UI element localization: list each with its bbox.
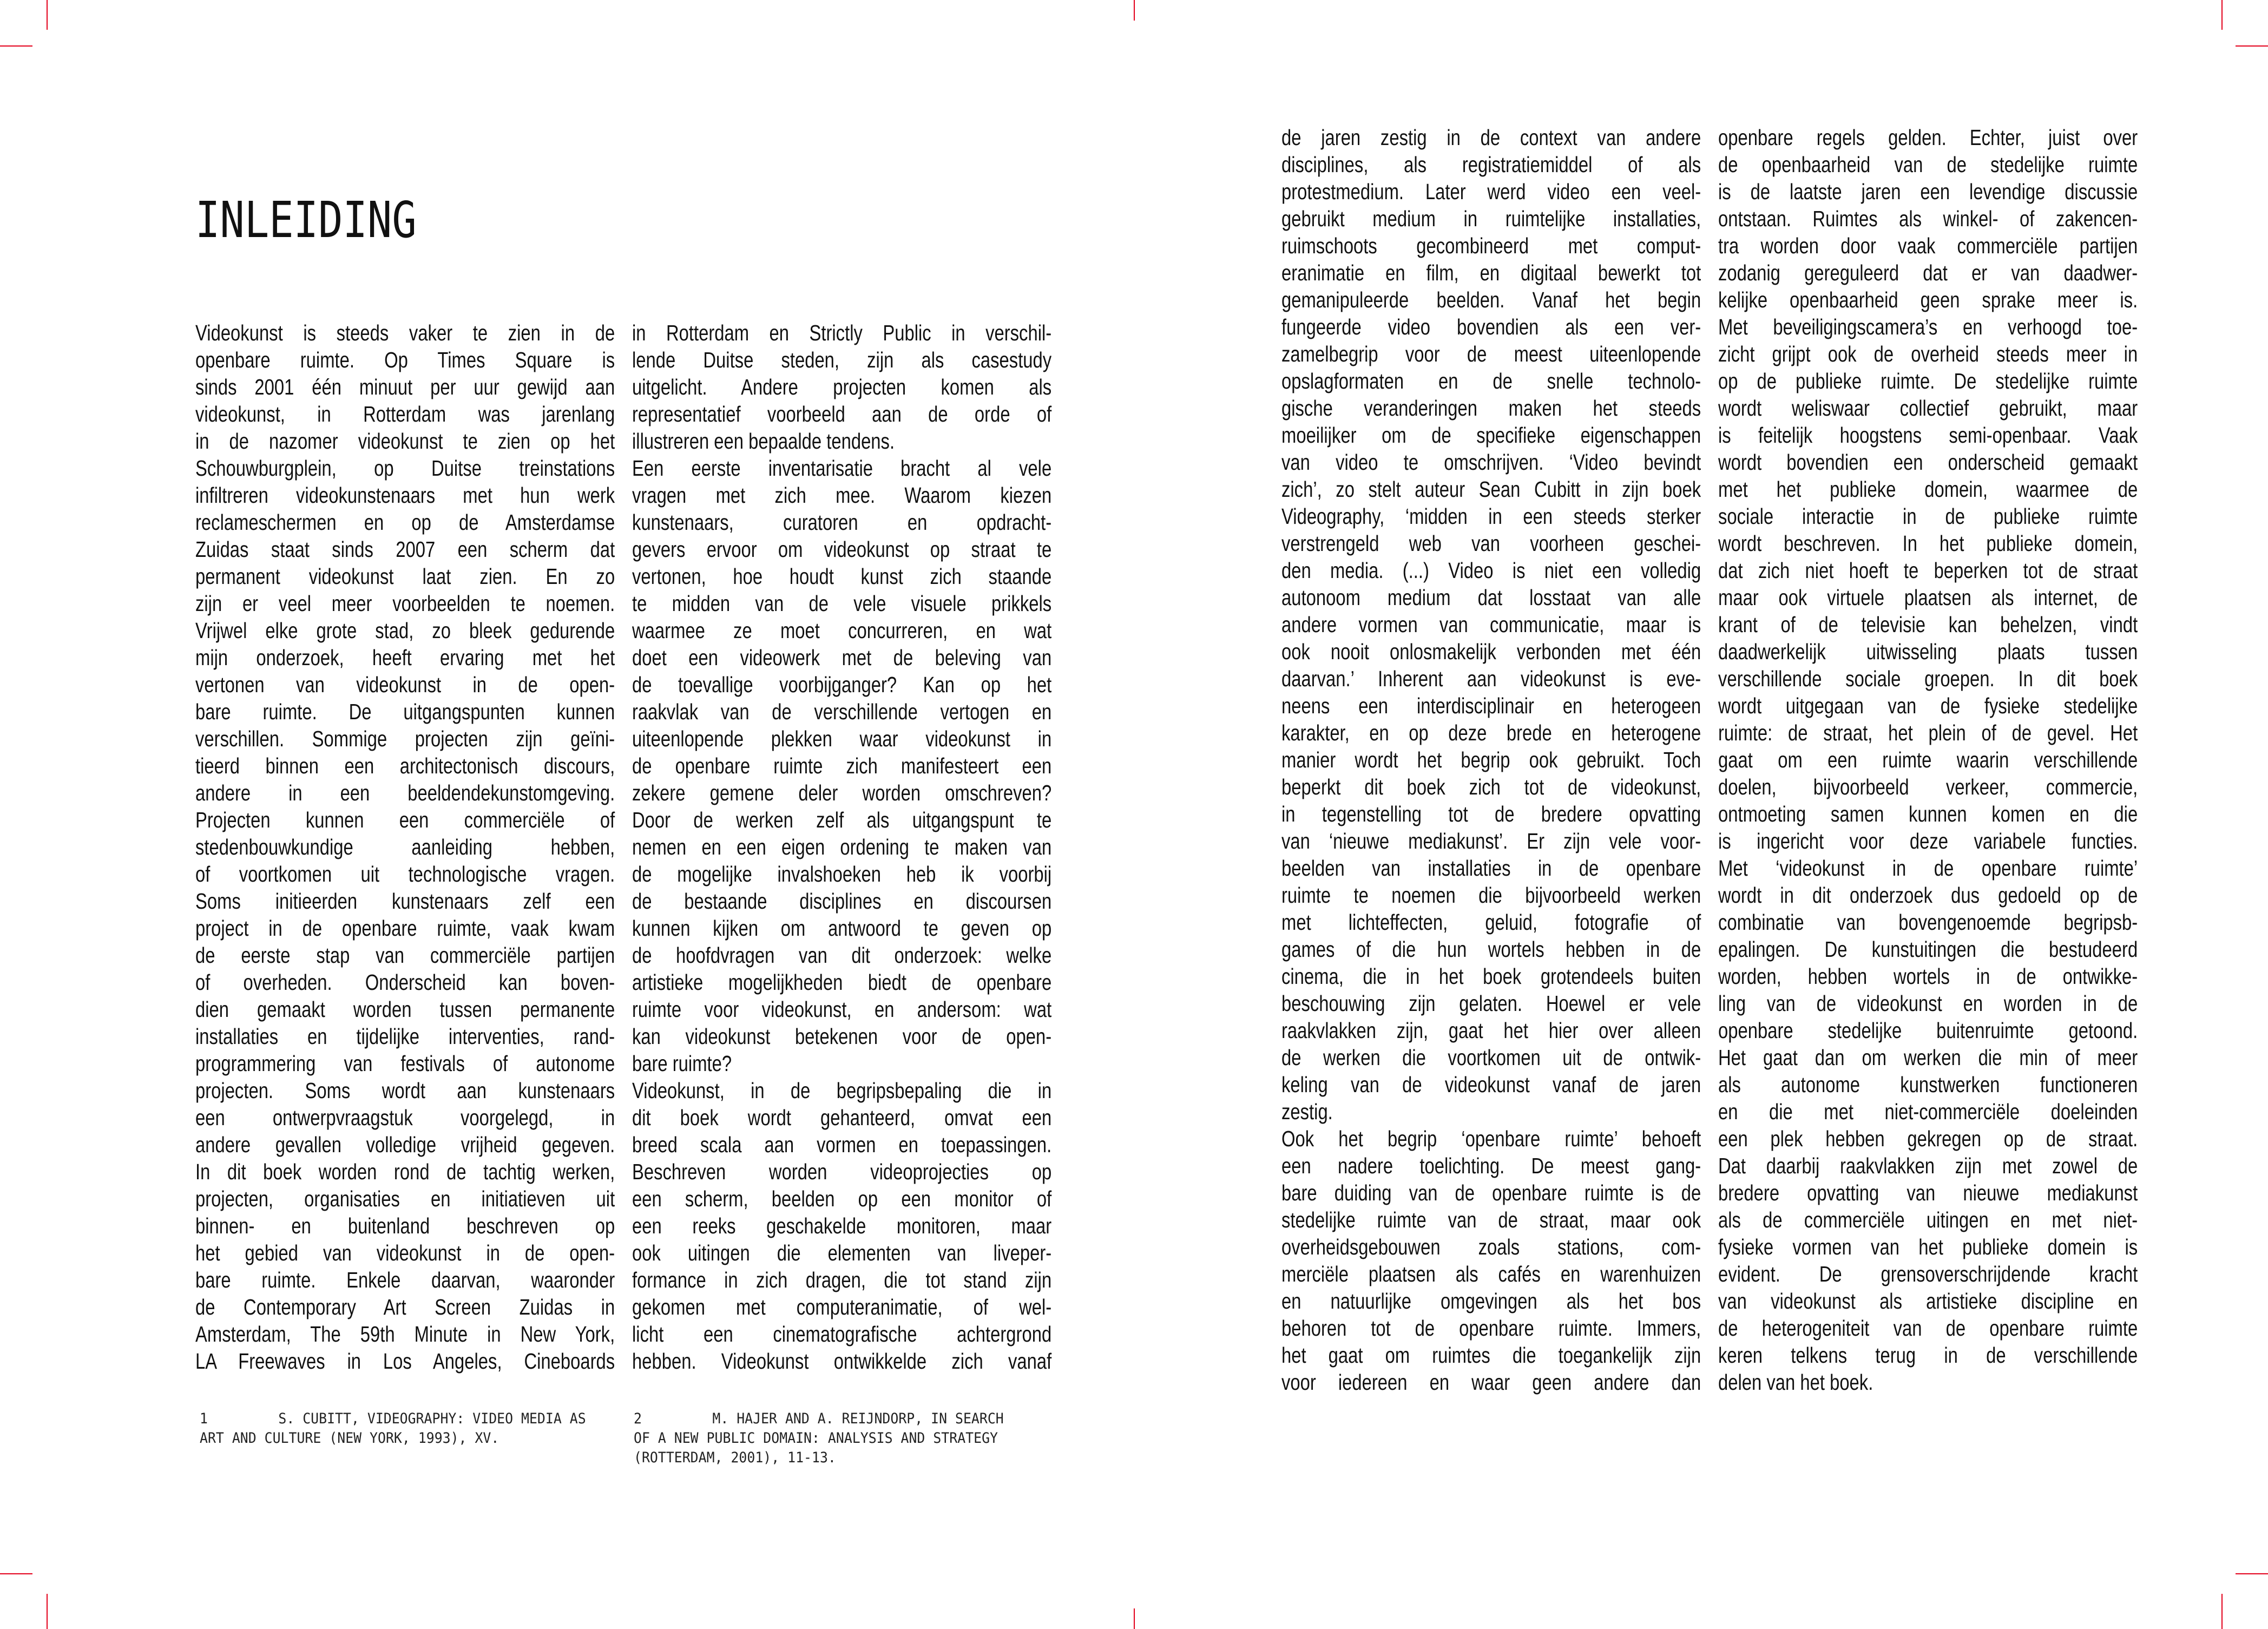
- text-line: de heterogeniteit van de openbare ruimte: [1718, 1316, 2138, 1341]
- footnote-1: [200, 1409, 586, 1448]
- text-line: de openbaarheid van de stedelijke ruimte: [1718, 152, 2138, 177]
- text-line: krant of de televisie kan behelzen, vindt: [1718, 612, 2138, 637]
- text-line: kunnen kijken om antwoord te geven op: [632, 916, 1052, 941]
- text-line: breed scala aan vormen en toepassingen.: [632, 1132, 1052, 1157]
- text-line: kelijke openbaarheid geen sprake meer is.: [1718, 287, 2138, 312]
- text-line: als de commerciële uitingen en met niet-: [1718, 1207, 2138, 1232]
- text-line: de bestaande disciplines en discoursen: [632, 889, 1052, 914]
- text-line: andere vormen van communicatie, maar is: [1281, 612, 1701, 637]
- crop-mark: [0, 1573, 32, 1574]
- text-line: projecten. Soms wordt aan kunstenaars: [195, 1078, 615, 1103]
- text-line: lende Duitse steden, zijn als casestudy: [632, 347, 1052, 372]
- text-line: neens een interdisciplinair en heterogeen: [1281, 693, 1701, 718]
- text-line: zamelbegrip voor de meest uiteenlopende: [1281, 341, 1701, 366]
- crop-mark: [2236, 1573, 2268, 1574]
- text-line: Projecten kunnen een commerciële of: [195, 807, 615, 832]
- text-line: autonoom medium dat losstaat van alle: [1281, 585, 1701, 610]
- text-line: representatief voorbeeld aan de orde of: [632, 402, 1052, 426]
- text-line: raakvlak van de verschillende vertogen en: [632, 699, 1052, 724]
- text-line: dien gemaakt worden tussen permanente: [195, 997, 615, 1022]
- text-line: fysieke vormen van het publieke domein is: [1718, 1234, 2138, 1259]
- text-line: in tegenstelling tot de bredere opvatting: [1281, 802, 1701, 826]
- text-line: de werken die voortkomen uit de ontwik-: [1281, 1045, 1701, 1070]
- text-line: bredere opvatting van nieuwe mediakunst: [1718, 1180, 2138, 1205]
- text-line: keling van de videokunst vanaf de jaren: [1281, 1072, 1701, 1097]
- chapter-title: INLEIDING: [195, 191, 417, 249]
- crop-mark: [47, 0, 48, 30]
- text-line: met het publieke domein, waarmee de: [1718, 477, 2138, 502]
- footnote-number: 2: [634, 1410, 642, 1427]
- text-line: daadwerkelijk uitwisseling plaats tussen: [1718, 639, 2138, 664]
- text-line: een ontwerpvraagstuk voorgelegd, in: [195, 1105, 615, 1130]
- text-line: vragen met zich mee. Waarom kiezen: [632, 483, 1052, 508]
- text-line: vertonen, hoe houdt kunst zich staande: [632, 564, 1052, 589]
- text-line: van ‘nieuwe mediakunst’. Er zijn vele voor-: [1281, 829, 1701, 853]
- text-line: overheidsgebouwen zoals stations, com-: [1281, 1234, 1701, 1259]
- text-line: vertonen van videokunst in de open-: [195, 672, 615, 697]
- text-line: programmering van festivals of autonome: [195, 1051, 615, 1076]
- text-line: evident. De grensoverschrijdende kracht: [1718, 1262, 2138, 1286]
- text-line: wordt in dit onderzoek dus gedoeld op de: [1718, 883, 2138, 908]
- footnote-number: 1: [200, 1410, 208, 1427]
- text-line: verschillende sociale groepen. In dit boek: [1718, 666, 2138, 691]
- text-column-4: [1718, 124, 2138, 1396]
- text-line: zicht grijpt ook de overheid steeds meer in: [1718, 341, 2138, 366]
- text-line: zestig.: [1281, 1099, 1333, 1124]
- text-line: artistieke mogelijkheden biedt de openbare: [632, 970, 1052, 995]
- text-line: een scherm, beelden op een monitor of: [632, 1186, 1052, 1211]
- text-line: wordt beschreven. In het publieke domein,: [1718, 531, 2138, 556]
- text-line: kunstenaars, curatoren en opdracht-: [632, 510, 1052, 535]
- text-line: cinema, die in het boek grotendeels buiten: [1281, 964, 1701, 989]
- text-line: project in de openbare ruimte, vaak kwam: [195, 916, 615, 941]
- text-line: Schouwburgplein, op Duitse treinstations: [195, 456, 615, 481]
- text-line: bare ruimte?: [632, 1051, 732, 1076]
- text-line: tra worden door vaak commerciële partijen: [1718, 233, 2138, 258]
- text-line: wordt weliswaar collectief gebruikt, maar: [1718, 396, 2138, 421]
- text-line: doet een videowerk met de beleving van: [632, 645, 1052, 670]
- text-line: Zuidas staat sinds 2007 een scherm dat: [195, 537, 615, 562]
- text-line: ruimte te noemen die bijvoorbeeld werken: [1281, 883, 1701, 908]
- text-line: gemanipuleerde beelden. Vanaf het begin: [1281, 287, 1701, 312]
- text-line: beelden van installaties in de openbare: [1281, 856, 1701, 881]
- text-line: infiltreren videokunstenaars met hun werk: [195, 483, 615, 508]
- text-line: merciële plaatsen als cafés en warenhuizen: [1281, 1262, 1701, 1286]
- text-line: doelen, bijvoorbeeld verkeer, commercie,: [1718, 774, 2138, 799]
- text-line: verstrengeld web van voorheen geschei-: [1281, 531, 1701, 556]
- crop-mark: [2221, 0, 2223, 30]
- text-line: formance in zich dragen, die tot stand zijn: [632, 1267, 1052, 1292]
- text-line: Met beveiligingscamera’s en verhoogd toe-: [1718, 314, 2138, 339]
- text-line: de mogelijke invalshoeken heb ik voorbij: [632, 862, 1052, 886]
- text-line: tieerd binnen een architectonisch discours,: [195, 753, 615, 778]
- text-line: Het gaat dan om werken die min of meer: [1718, 1045, 2138, 1070]
- text-line: waarmee ze moet concurreren, en wat: [632, 618, 1052, 643]
- text-column-3: [1281, 124, 1701, 1396]
- text-line: worden, hebben wortels in de ontwikke-: [1718, 964, 2138, 989]
- text-line: of voortkomen uit technologische vragen.: [195, 862, 615, 886]
- text-line: Amsterdam, The 59th Minute in New York,: [195, 1322, 615, 1346]
- text-line: gaat om een ruimte waarin verschillende: [1718, 747, 2138, 772]
- text-line: Soms initieerden kunstenaars zelf een: [195, 889, 615, 914]
- text-line: in de nazomer videokunst te zien op het: [195, 429, 615, 454]
- text-line: ruimte voor videokunst, en andersom: wat: [632, 997, 1052, 1022]
- text-line: binnen- en buitenland beschreven op: [195, 1213, 615, 1238]
- text-line: met lichteffecten, geluid, fotografie of: [1281, 910, 1701, 935]
- text-line: den media. (...) Video is niet een volledig: [1281, 558, 1701, 583]
- text-line: ook uitingen die elementen van liveper-: [632, 1240, 1052, 1265]
- text-line: Dat daarbij raakvlakken zijn met zowel de: [1718, 1153, 2138, 1178]
- text-line: wordt uitgegaan van de fysieke stedelijke: [1718, 693, 2138, 718]
- text-line: het gebied van videokunst in de open-: [195, 1240, 615, 1265]
- text-column-2: [632, 319, 1051, 1375]
- text-line: gebruikt medium in ruimtelijke installaties,: [1281, 206, 1701, 231]
- footnote-text: OF A NEW PUBLIC DOMAIN: ANALYSIS AND STRATEGY: [634, 1430, 998, 1447]
- text-line: delen van het boek.: [1718, 1370, 1873, 1395]
- text-line: ook nooit onlosmakelijk verbonden met één: [1281, 639, 1701, 664]
- text-line: opslagformaten en de snelle technolo-: [1281, 369, 1701, 393]
- text-line: mijn onderzoek, heeft ervaring met het: [195, 645, 615, 670]
- text-line: installaties en tijdelijke interventies, rand-: [195, 1024, 615, 1049]
- text-line: Een eerste inventarisatie bracht al vele: [632, 456, 1052, 481]
- text-line: een reeks geschakelde monitoren, maar: [632, 1213, 1052, 1238]
- text-line: op de publieke ruimte. De stedelijke ruimte: [1718, 369, 2138, 393]
- text-line: LA Freewaves in Los Angeles, Cineboards: [195, 1349, 615, 1374]
- text-column-1: [195, 319, 615, 1375]
- text-line: dit boek wordt gehanteerd, omvat een: [632, 1105, 1052, 1130]
- text-line: moeilijker om de specifieke eigenschappen: [1281, 423, 1701, 448]
- text-line: Vrijwel elke grote stad, zo bleek gedurende: [195, 618, 615, 643]
- crop-mark: [0, 45, 32, 47]
- text-line: fungeerde video bovendien als een ver-: [1281, 314, 1701, 339]
- text-line: gevers ervoor om videokunst op straat te: [632, 537, 1052, 562]
- text-line: kan videokunst betekenen voor de open-: [632, 1024, 1052, 1049]
- text-line: permanent videokunst laat zien. En zo: [195, 564, 615, 589]
- text-line: maar ook virtuele plaatsen als internet, de: [1718, 585, 2138, 610]
- text-line: gekomen met computeranimatie, of wel-: [632, 1295, 1052, 1319]
- text-line: Beschreven worden videoprojecties op: [632, 1159, 1052, 1184]
- text-line: illustreren een bepaalde tendens.: [632, 429, 895, 454]
- text-line: en natuurlijke omgevingen als het bos: [1281, 1289, 1701, 1313]
- text-line: in Rotterdam en Strictly Public in verschil-: [632, 320, 1052, 345]
- text-line: projecten, organisaties en initiatieven uit: [195, 1186, 615, 1211]
- crop-mark: [2236, 45, 2268, 47]
- text-line: hebben. Videokunst ontwikkelde zich vanaf: [632, 1349, 1052, 1374]
- text-line: openbare stedelijke buitenruimte getoond.: [1718, 1018, 2138, 1043]
- text-line: en die met niet-commerciële doeleinden: [1718, 1099, 2138, 1124]
- text-line: ruimschoots gecombineerd met comput-: [1281, 233, 1701, 258]
- text-line: ling van de videokunst en worden in de: [1718, 991, 2138, 1016]
- text-line: videokunst, in Rotterdam was jarenlang: [195, 402, 615, 426]
- crop-mark: [1134, 0, 1135, 21]
- text-line: reclameschermen en op de Amsterdamse: [195, 510, 615, 535]
- footnote-2: [634, 1409, 1004, 1468]
- text-line: gische veranderingen maken het steeds: [1281, 396, 1701, 421]
- text-line: uiteenlopende plekken waar videokunst in: [632, 726, 1052, 751]
- text-line: zijn er veel meer voorbeelden te noemen.: [195, 591, 615, 616]
- text-line: behoren tot de openbare ruimte. Immers,: [1281, 1316, 1701, 1341]
- text-line: openbare ruimte. Op Times Square is: [195, 347, 615, 372]
- text-line: de openbare ruimte zich manifesteert een: [632, 753, 1052, 778]
- text-line: keren telkens terug in de verschillende: [1718, 1343, 2138, 1368]
- text-line: wordt bovendien een onderscheid gemaakt: [1718, 450, 2138, 475]
- text-line: zodanig gereguleerd dat er van daadwer-: [1718, 260, 2138, 285]
- text-line: of overheden. Onderscheid kan boven-: [195, 970, 615, 995]
- text-line: de Contemporary Art Screen Zuidas in: [195, 1295, 615, 1319]
- text-line: is de laatste jaren een levendige discussie: [1718, 179, 2138, 204]
- text-line: andere gevallen volledige vrijheid gegeven.: [195, 1132, 615, 1157]
- text-line: van videokunst als artistieke discipline en: [1718, 1289, 2138, 1313]
- text-line: nemen en een eigen ordening te maken van: [632, 835, 1052, 859]
- text-line: het gaat om ruimtes die toegankelijk zijn: [1281, 1343, 1701, 1368]
- text-line: openbare regels gelden. Echter, juist over: [1718, 125, 2138, 150]
- text-line: zekere gemene deler worden omschreven?: [632, 780, 1052, 805]
- text-line: de jaren zestig in de context van andere: [1281, 125, 1701, 150]
- text-line: een nadere toelichting. De meest gang-: [1281, 1153, 1701, 1178]
- text-line: daarvan.’ Inherent aan videokunst is eve-: [1281, 666, 1701, 691]
- text-line: Videography, ‘midden in een steeds sterker: [1281, 504, 1701, 529]
- text-line: manier wordt het begrip ook gebruikt. Toch: [1281, 747, 1701, 772]
- text-line: als autonome kunstwerken functioneren: [1718, 1072, 2138, 1097]
- text-line: is feitelijk hoogstens semi-openbaar. Vaak: [1718, 423, 2138, 448]
- text-line: raakvlakken zijn, gaat het hier over alleen: [1281, 1018, 1701, 1043]
- text-line: licht een cinematografische achtergrond: [632, 1322, 1052, 1346]
- text-line: van video te omschrijven. ‘Video bevindt: [1281, 450, 1701, 475]
- text-line: andere in een beeldendekunstomgeving.: [195, 780, 615, 805]
- text-line: beschouwing zijn gelaten. Hoewel er vele: [1281, 991, 1701, 1016]
- text-line: Met ‘videokunst in de openbare ruimte’: [1718, 856, 2138, 881]
- crop-mark: [2221, 1594, 2223, 1629]
- text-line: bare ruimte. Enkele daarvan, waaronder: [195, 1267, 615, 1292]
- text-line: epalingen. De kunstuitingen die bestudeerd: [1718, 937, 2138, 962]
- text-line: voor iedereen en waar geen andere dan: [1281, 1370, 1701, 1395]
- text-line: Ook het begrip ‘openbare ruimte’ behoeft: [1281, 1126, 1701, 1151]
- text-line: ontstaan. Ruimtes als winkel- of zakencen-: [1718, 206, 2138, 231]
- text-line: zich’, zo stelt auteur Sean Cubitt in zijn boek: [1281, 477, 1701, 502]
- text-line: stedelijke ruimte van de straat, maar ook: [1281, 1207, 1701, 1232]
- footnote-text: M. HAJER AND A. REIJNDORP, IN SEARCH: [712, 1410, 1004, 1427]
- footnote-text: ART AND CULTURE (NEW YORK, 1993), XV.: [200, 1430, 499, 1447]
- text-line: bare ruimte. De uitgangspunten kunnen: [195, 699, 615, 724]
- text-line: In dit boek worden rond de tachtig werken,: [195, 1159, 615, 1184]
- text-line: een plek hebben gekregen op de straat.: [1718, 1126, 2138, 1151]
- text-line: combinatie van bovengenoemde begripsb-: [1718, 910, 2138, 935]
- text-line: Videokunst, in de begripsbepaling die in: [632, 1078, 1052, 1103]
- text-line: de toevallige voorbijganger? Kan op het: [632, 672, 1052, 697]
- text-line: Door de werken zelf als uitgangspunt te: [632, 807, 1052, 832]
- text-line: games of die hun wortels hebben in de: [1281, 937, 1701, 962]
- footnote-text: (ROTTERDAM, 2001), 11-13.: [634, 1449, 836, 1466]
- text-line: protestmedium. Later werd video een veel-: [1281, 179, 1701, 204]
- text-line: de eerste stap van commerciële partijen: [195, 943, 615, 968]
- text-line: eranimatie en film, en digitaal bewerkt tot: [1281, 260, 1701, 285]
- text-line: disciplines, als registratiemiddel of als: [1281, 152, 1701, 177]
- text-line: de hoofdvragen van dit onderzoek: welke: [632, 943, 1052, 968]
- text-line: stedenbouwkundige aanleiding hebben,: [195, 835, 615, 859]
- text-line: te midden van de vele visuele prikkels: [632, 591, 1052, 616]
- text-line: dat zich niet hoeft te beperken tot de straat: [1718, 558, 2138, 583]
- text-line: ruimte: de straat, het plein of de gevel. Het: [1718, 720, 2138, 745]
- text-line: verschillen. Sommige projecten zijn geïni-: [195, 726, 615, 751]
- text-line: beperkt dit boek zich tot de videokunst,: [1281, 774, 1701, 799]
- text-line: is ingericht voor deze variabele functies.: [1718, 829, 2138, 853]
- text-line: sociale interactie in de publieke ruimte: [1718, 504, 2138, 529]
- text-line: karakter, en op deze brede en heterogene: [1281, 720, 1701, 745]
- text-line: bare duiding van de openbare ruimte is de: [1281, 1180, 1701, 1205]
- text-line: uitgelicht. Andere projecten komen als: [632, 375, 1052, 399]
- footnote-text: S. CUBITT, VIDEOGRAPHY: VIDEO MEDIA AS: [278, 1410, 586, 1427]
- text-line: sinds 2001 één minuut per uur gewijd aan: [195, 375, 615, 399]
- text-line: ontmoeting samen kunnen komen en die: [1718, 802, 2138, 826]
- crop-mark: [1134, 1608, 1135, 1629]
- text-line: Videokunst is steeds vaker te zien in de: [195, 320, 615, 345]
- crop-mark: [47, 1594, 48, 1629]
